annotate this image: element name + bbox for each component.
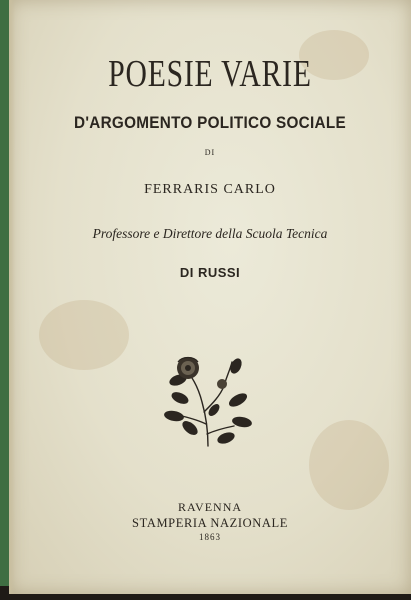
author-name: FERRARIS CARLO xyxy=(144,182,276,197)
publication-year: 1863 xyxy=(199,532,221,542)
rose-sprig-icon xyxy=(164,350,254,448)
author-role: Professore e Direttore della Scuola Tecnica xyxy=(92,226,328,241)
book-title: POESIE VARIE xyxy=(108,53,312,95)
author-place: DI RUSSI xyxy=(179,265,241,280)
book-subtitle: D'ARGOMENTO POLITICO SOCIALE xyxy=(74,113,346,132)
publisher-name: STAMPERIA NAZIONALE xyxy=(132,516,288,530)
by-label: DI xyxy=(204,148,216,157)
paper-stain xyxy=(309,420,389,510)
book-title-page xyxy=(9,0,411,594)
publisher-city: RAVENNA xyxy=(177,500,243,514)
paper-stain xyxy=(39,300,129,370)
